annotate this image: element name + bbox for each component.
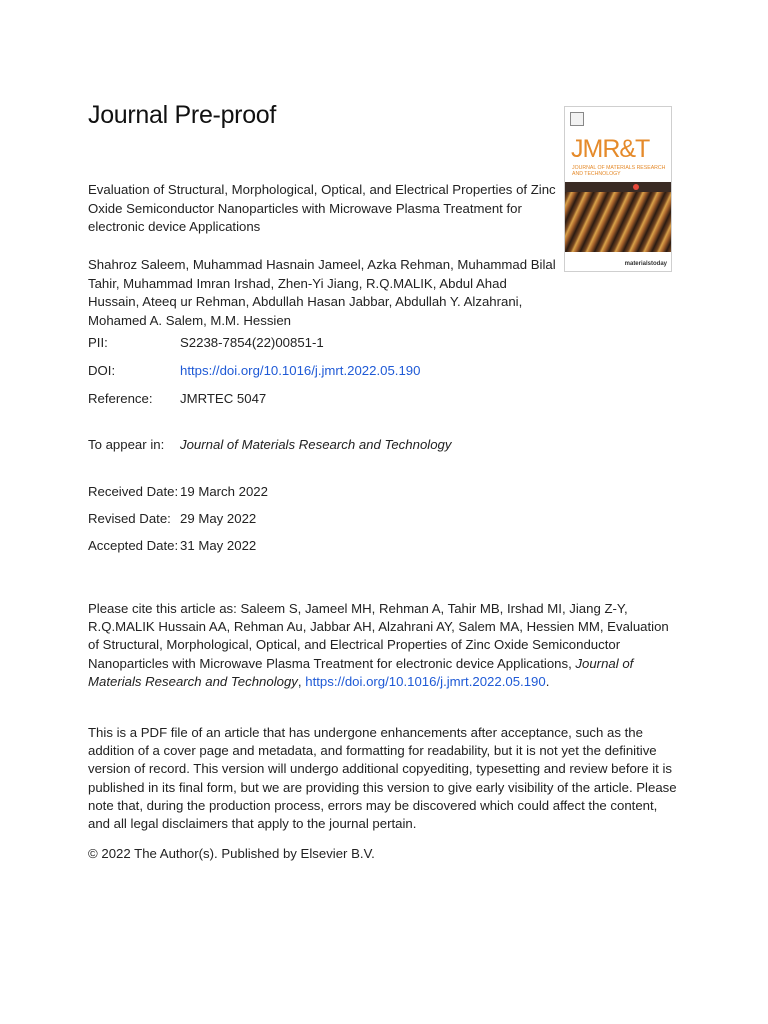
revised-label: Revised Date: <box>88 511 171 526</box>
appear-value: Journal of Materials Research and Technology <box>180 437 452 452</box>
cover-band <box>565 182 671 192</box>
citation-doi-link[interactable]: https://doi.org/10.1016/j.jmrt.2022.05.190 <box>305 673 546 689</box>
accepted-label: Accepted Date: <box>88 538 179 553</box>
appear-row <box>88 437 452 452</box>
copyright-notice: © 2022 The Author(s). Published by Elsevier B.V. <box>88 846 375 861</box>
accepted-value: 31 May 2022 <box>180 538 257 553</box>
citation-text: Please cite this article as: Saleem S, Jameel MH, Rehman A, Tahir MB, Irshad MI, Jiang Z-Y, R.Q.MALIK Hussain AA, Rehman Au, Jabbar AH, Alzahrani AY, Salem MA, Hessien MM, Evaluation of Structural, Morphological, Optical, and Electrical Properties of Zinc Oxide Semiconductor Nanoparticles with Microwave Plasma Treatment for electronic device Applications, <box>88 601 669 671</box>
received-label: Received Date: <box>88 484 179 499</box>
cover-artwork <box>565 192 671 252</box>
journal-cover-thumbnail <box>564 106 672 272</box>
cover-journal-logo: JMR&T <box>571 135 650 163</box>
doi-label: DOI: <box>88 363 116 378</box>
citation-journal: Journal of Materials Research and Technology <box>88 655 634 689</box>
revised-value: 29 May 2022 <box>180 511 257 526</box>
disclaimer-paragraph: This is a PDF file of an article that has undergone enhancements after acceptance, such as the addition of a cover page and metadata, and formatting for readability, but it is not yet the definitive version of record. This version will undergo additional copyediting, typesetting and review before it is published in its final form, but we are providing this version to give early visibility of the article. Please note that, during the production process, errors may be discovered which could affect the content, and all legal disclaimers that apply to the journal pertain. <box>88 725 677 832</box>
cover-brand: materialstoday <box>624 261 667 267</box>
received-date-row <box>88 484 268 499</box>
cover-badge-icon <box>633 184 639 190</box>
elsevier-tree-icon <box>570 112 584 126</box>
doi-link[interactable]: https://doi.org/10.1016/j.jmrt.2022.05.190 <box>180 363 421 378</box>
received-value: 19 March 2022 <box>180 484 268 499</box>
article-title: Evaluation of Structural, Morphological, Optical, and Electrical Properties of Zinc Oxide Semiconductor Nanoparticles with Microwave Plasma Treatment for electronic device Applications <box>88 182 556 234</box>
reference-row <box>88 391 267 406</box>
cover-journal-name: JOURNAL OF MATERIALS RESEARCH AND TECHNOLOGY <box>572 165 666 177</box>
revised-date-row <box>88 511 257 526</box>
article-authors: Shahroz Saleem, Muhammad Hasnain Jameel, Azka Rehman, Muhammad Bilal Tahir, Muhammad Imran Irshad, Zhen-Yi Jiang, R.Q.MALIK, Abdul Ahad Hussain, Ateeq ur Rehman, Abdullah Hasan Jabbar, Abdullah Y. Alzahrani, Mohamed A. Salem, M.M. Hessien <box>88 257 556 328</box>
page-header-title: Journal Pre-proof <box>88 101 277 129</box>
citation-paragraph <box>88 600 678 691</box>
accepted-date-row <box>88 538 257 553</box>
pii-label: PII: <box>88 335 108 350</box>
citation-separator: , <box>297 673 306 689</box>
reference-label: Reference: <box>88 391 153 406</box>
pii-value: S2238-7854(22)00851-1 <box>180 335 324 350</box>
citation-suffix: . <box>545 673 550 689</box>
doi-row <box>88 363 421 378</box>
appear-label: To appear in: <box>88 437 165 452</box>
reference-value: JMRTEC 5047 <box>180 391 267 406</box>
pii-row <box>88 335 324 350</box>
